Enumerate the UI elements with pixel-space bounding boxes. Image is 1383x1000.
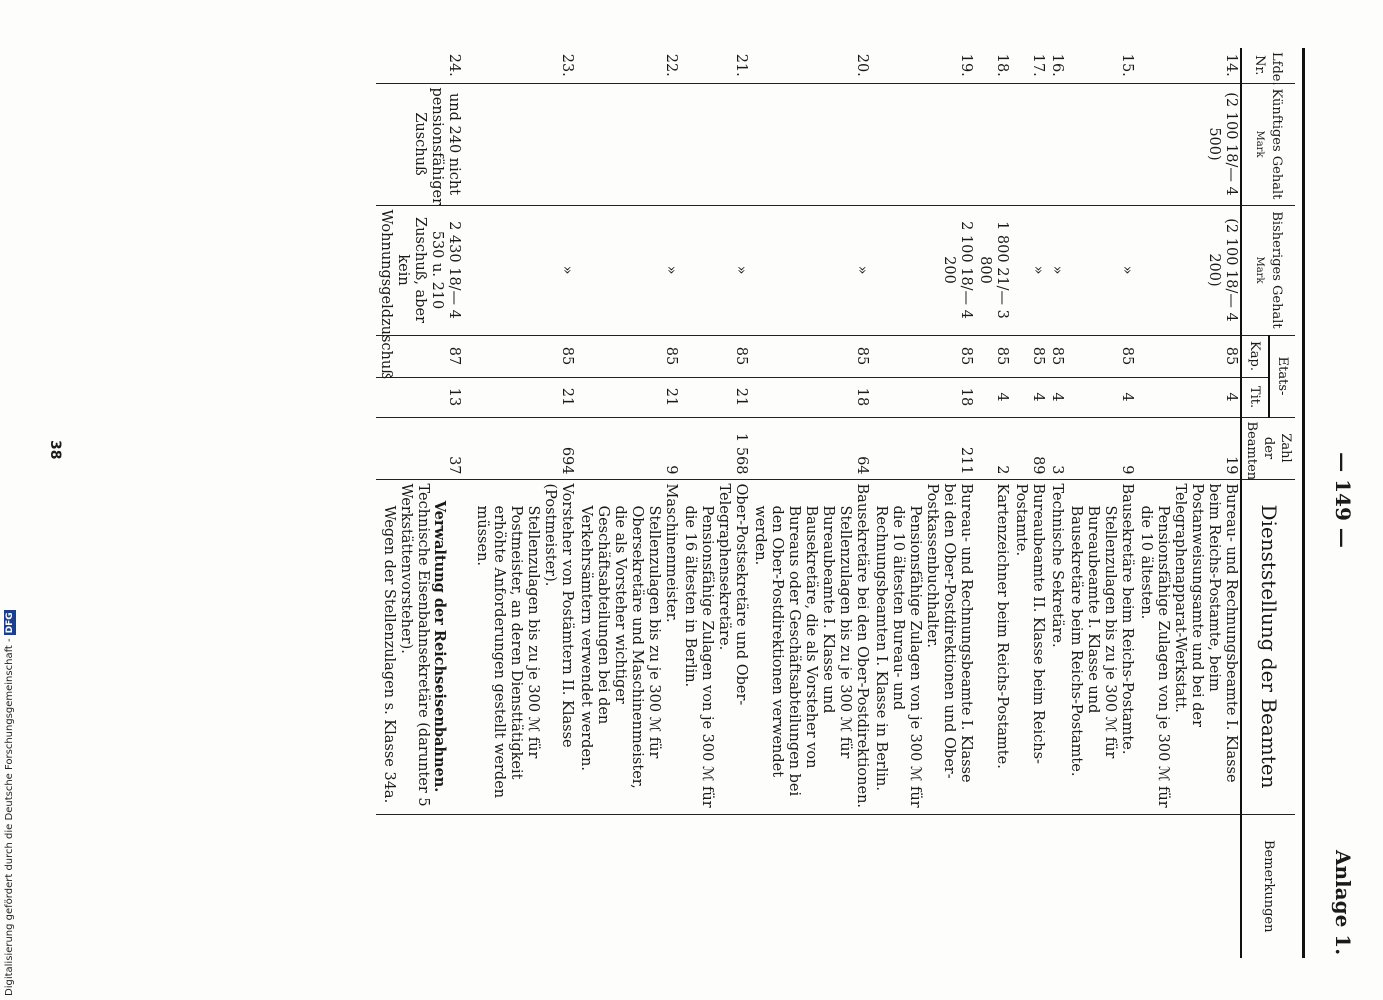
row-kuenftig [975,83,1011,205]
row-zahl: 694 [472,417,576,479]
row-bemerkung [472,814,576,958]
row-tit: 4 [1047,377,1066,417]
table-row [576,48,680,958]
row-kuenftig [472,83,576,205]
row-dienst [1066,479,1136,814]
row-zahl: 1 568 [680,417,750,479]
row-tit: 18 [750,377,871,417]
col-kap-header: Kap. [1241,335,1269,377]
row-dienst [1011,479,1047,814]
row-zahl: 89 [1011,417,1047,479]
row-kuenftig: und 240 nicht pensionsfähiger Zuschuß [376,83,472,205]
table-row [975,48,1011,958]
row-bemerkung [975,814,1011,958]
dienst-text: Bureaubeamte II. Klasse beim Reichs-Postamte. [1013,483,1046,764]
dienst-text: Bureau- und Rechnungsbeamte I. Klasse beim Reichs-Postamte, beim Postanweisungsamte und bei der Telegraphenapparat-Werkstatt. [1172,483,1239,783]
row-kuenftig [680,83,750,205]
dienst-text: Technische Sekretäre. [1049,483,1065,648]
row-dienst [576,479,680,814]
row-kap: 85 [1047,335,1066,377]
row-nr: 22. [576,48,680,83]
col-kuenftig-header [1241,83,1295,205]
row-bisher: » [472,205,576,335]
row-kap: 85 [1066,335,1136,377]
dienst-text: Ober-Postsekretäre und Ober-Telegraphensekretäre. [716,483,749,706]
row-bisher: » [1066,205,1136,335]
row-bisher: » [1047,205,1066,335]
row-nr: 23. [472,48,576,83]
row-bisher: 1 800 21/— 3 800 [975,205,1011,335]
row-dienst [1136,479,1241,814]
section-heading: Verwaltung der Reichseisenbahnen. [431,500,448,793]
row-kuenftig [1047,83,1066,205]
row-kuenftig: (2 100 18/— 4 500) [1136,83,1241,205]
table-body [376,48,1241,958]
row-kap: 85 [472,335,576,377]
mark-unit-2: Mark [1254,256,1266,284]
row-kuenftig [576,83,680,205]
dienst-text: Bausekretäre bei den Ober-Postdirektionen. [854,483,870,809]
row-tit: 21 [680,377,750,417]
dienst-text: Technische Eisenbahnsekretäre (darunter 5 Werkstättenvorsteher). [398,483,431,807]
dfg-logo: DFG [5,612,15,634]
dienst-text: Bureau- und Rechnungsbeamte I. Klasse bei den Ober-Postdirektionen und Ober-Postkassenbuchhalter. [924,483,974,783]
row-kap: 87 [376,335,472,377]
col-bisher-header [1241,205,1295,335]
row-kap: 85 [975,335,1011,377]
row-kuenftig [1066,83,1136,205]
col-zahl-header: Zahl der Beamten [1241,417,1295,479]
row-kap: 85 [1136,335,1241,377]
row-nr: 21. [680,48,750,83]
row-bisher: » [680,205,750,335]
row-nr: 16. [1047,48,1066,83]
row-tit: 21 [576,377,680,417]
table-row [1011,48,1047,958]
row-nr: 14. [1136,48,1241,83]
row-tit: 13 [376,377,472,417]
row-kuenftig [871,83,975,205]
row-kuenftig [1011,83,1047,205]
top-rule [1302,48,1305,958]
row-dienst [680,479,750,814]
dienst-note: Stellenzulagen bis zu je 300 ℳ für Postmeister, an deren Diensttätigkeit erhöhte Anforderungen gestellt werden müssen. [474,505,541,799]
row-tit: 4 [1136,377,1241,417]
row-kap: 85 [750,335,871,377]
row-zahl: 64 [750,417,871,479]
row-bemerkung [1011,814,1047,958]
row-nr: 15. [1066,48,1136,83]
beamten-table [376,48,1295,958]
dienst-text: Vorsteher von Postämtern II. Klasse (Postmeister). [542,483,575,748]
col-dienst-header: Dienststellung der Beamten [1241,479,1295,814]
row-dienst [472,479,576,814]
row-bisher: » [1011,205,1047,335]
table-row [871,48,975,958]
kuenftig-label: Künftiges Gehalt [1269,88,1285,200]
row-kuenftig [750,83,871,205]
row-nr: 19. [871,48,975,83]
row-bemerkung [1047,814,1066,958]
row-bemerkung [1066,814,1136,958]
row-bemerkung [871,814,975,958]
credit-text: Digitalisierung gefördert durch die Deutsche Forschungsgemeinschaft - [4,638,15,996]
row-kap: 85 [680,335,750,377]
row-zahl: 19 [1136,417,1241,479]
row-bisher: 2 430 18/— 4 530 u. 210 Zuschuß, aber kein Wohnungsgeldzuschuß [376,205,472,335]
row-nr: 17. [1011,48,1047,83]
dienst-note: Pensionsfähige Zulagen von je 300 ℳ für die 16 ältesten in Berlin. [682,505,715,808]
bisher-label: Bisheriges Gehalt [1269,211,1285,329]
row-zahl: 9 [576,417,680,479]
dienst-note: Pensionsfähige Zulagen von je 300 ℳ für die 10 ältesten. [1138,505,1171,808]
row-bisher: 2 100 18/— 4 200 [871,205,975,335]
anlage-label: Anlage 1. [1331,850,1355,956]
row-bemerkung [576,814,680,958]
dienst-note: Pensionsfähige Zulagen von je 300 ℳ für die 10 ältesten Bureau- und Rechnungsbeamten I. Klasse in Berlin. [873,505,923,808]
table-row [1136,48,1241,958]
dienst-note: Stellenzulagen bis zu je 300 ℳ für Bureaubeamte I. Klasse und Bausekretäre beim Reichs-Postamte. [1068,505,1118,777]
col-tit-header: Tit. [1241,377,1269,417]
row-tit: 21 [472,377,576,417]
row-nr: 18. [975,48,1011,83]
row-bisher: » [750,205,871,335]
row-zahl: 9 [1066,417,1136,479]
table-row [376,48,472,958]
table-row [1047,48,1066,958]
dienst-text: Maschinenmeister. [663,483,679,623]
dienst-text: Kartenzeichner beim Reichs-Postamte. [994,483,1010,769]
table-row [750,48,871,958]
page-number: — 149 — [1331,452,1355,548]
row-bemerkung [1136,814,1241,958]
row-zahl: 211 [871,417,975,479]
dienst-note: Stellenzulagen bis zu je 300 ℳ für Bureaubeamte I. Klasse und Bausekretäre, die als Vorsteher von Bureaus oder Geschäftsabteilungen bei den Ober-Postdirektionen verwendet werden. [752,505,853,797]
row-bisher: (2 100 18/— 4 200) [1136,205,1241,335]
row-kap: 85 [576,335,680,377]
row-dienst [975,479,1011,814]
row-dienst [1047,479,1066,814]
mark-unit: Mark [1254,130,1266,158]
col-bem-header: Bemerkungen [1261,840,1276,933]
sheet-number: 38 [47,440,63,460]
row-kap: 85 [871,335,975,377]
dienst-note: Wegen der Stellenzulagen s. Klasse 34a. [381,505,397,804]
row-zahl: 3 [1047,417,1066,479]
row-tit: 4 [1011,377,1047,417]
row-zahl: 37 [376,417,472,479]
row-bisher: » [576,205,680,335]
row-nr: 24. [376,48,472,83]
col-nr-header: Lfde. Nr. [1241,48,1295,83]
row-bemerkung [376,814,472,958]
row-nr: 20. [750,48,871,83]
row-dienst [871,479,975,814]
col-etats-header: Etats- [1269,335,1295,417]
row-tit: 18 [871,377,975,417]
table-row [1066,48,1136,958]
dienst-note: Stellenzulagen bis zu je 300 ℳ für Obersekretäre und Maschinenmeister, die als Vorsteher wichtiger Geschäftsabteilungen bei den Verkehrsämtern verwendet werden. [578,505,662,789]
row-kap: 85 [1011,335,1047,377]
row-dienst [376,479,472,814]
dienst-text: Bausekretäre beim Reichs-Postamte. [1119,483,1135,755]
table-row [680,48,750,958]
row-zahl: 2 [975,417,1011,479]
row-tit: 4 [975,377,1011,417]
row-bemerkung [680,814,750,958]
table-row [472,48,576,958]
row-dienst [750,479,871,814]
row-tit: 4 [1066,377,1136,417]
digitization-credit [4,610,16,996]
row-bemerkung [750,814,871,958]
